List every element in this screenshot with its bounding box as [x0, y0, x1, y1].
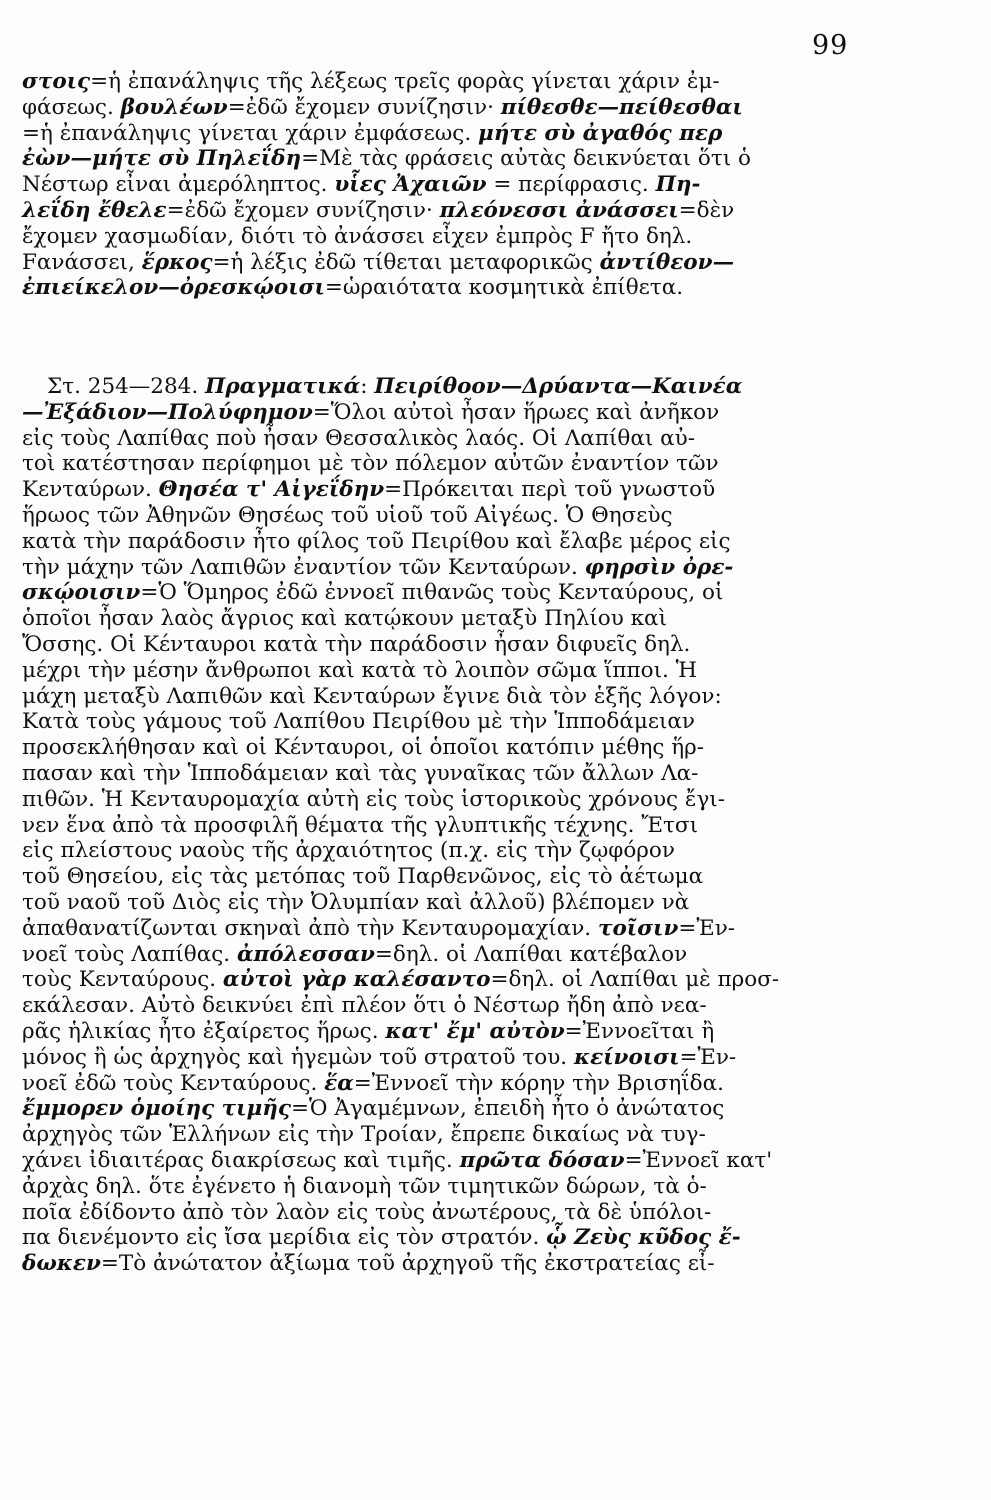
text-run: νοεῖ ἐδῶ τοὺς Κενταύρους.: [22, 1070, 325, 1096]
lemma-term: Θησέα τ' Αἰγεΐδην: [158, 477, 385, 503]
text-run: πα διενέμοντο εἰς ἴσα μερίδια εἰς τὸν στρατόν.: [22, 1225, 547, 1251]
text-run: τοῦ ναοῦ τοῦ Διὸς εἰς τὴν Ὀλυμπίαν καὶ ἀλλοῦ) βλέπομεν νὰ: [22, 889, 690, 915]
lemma-term: Πη-: [655, 172, 701, 198]
text-line: [22, 735, 862, 761]
text-line: [22, 1251, 862, 1277]
text-run: =ἡ ἐπανάληψις γίνεται χάριν ἐμφάσεως.: [22, 120, 479, 146]
lemma-term: ᾧ Ζεὺς κῦδος ἔ-: [546, 1225, 741, 1251]
lemma-term: λεΐδη ἔθελε: [22, 197, 167, 223]
text-run: =Ἐν-: [679, 1044, 737, 1070]
text-run: Ὄσσης. Οἱ Κένταυροι κατὰ τὴν παράδοσιν ἦσαν διφυεῖς δηλ.: [22, 631, 691, 657]
text-run: ρᾶς ἡλικίας ἦτο ἐξαίρετος ἥρως.: [22, 1018, 386, 1044]
text-run: τοὶ κατέστησαν περίφημοι μὲ τὸν πόλεμον αὐτῶν ἐναντίον τῶν: [22, 451, 719, 477]
text-run: =Ἐννοεῖται ἢ: [564, 1018, 715, 1044]
text-line: [22, 813, 862, 839]
lemma-term: τοῖσιν: [597, 915, 679, 941]
text-run: μέχρι τὴν μέσην ἄνθρωποι καὶ κατὰ τὸ λοιπὸν σῶμα ἵπποι. Ἡ: [22, 657, 698, 683]
text-run: =Μὲ τὰς φράσεις αὐτὰς δεικνύεται ὅτι ὁ: [301, 146, 751, 172]
lemma-term: ἐπιείκελον—ὀρεσκῴοισι: [22, 275, 325, 301]
text-run: ἥρωος τῶν Ἀθηνῶν Θησέως τοῦ υἱοῦ τοῦ Αἰγέως. Ὁ Θησεὺς: [22, 502, 673, 528]
text-line: [22, 451, 862, 477]
commentary-paragraph-1: [22, 69, 862, 301]
text-line: [22, 146, 862, 172]
lemma-term: υἷες Ἀχαιῶν: [334, 172, 487, 198]
text-line: [22, 374, 862, 400]
text-line: [22, 606, 862, 632]
lemma-term: ἕρκος: [141, 249, 213, 275]
lemma-term: —Ἐξάδιον—Πολύφημον: [22, 399, 313, 425]
text-line: [22, 632, 862, 658]
lemma-term: κείνοισι: [573, 1044, 680, 1070]
text-run: =ὡραιότατα κοσμητικὰ ἐπίθετα.: [324, 275, 684, 301]
text-line: [22, 224, 862, 250]
text-run: τὴν μάχην τῶν Λαπιθῶν ἐναντίον τῶν Κενταύρων.: [22, 554, 585, 580]
text-run: Στ. 254—284.: [47, 374, 206, 399]
text-line: [22, 1019, 862, 1045]
lemma-term: βουλέων: [120, 94, 228, 120]
lemma-term: στοις: [22, 69, 91, 94]
page-number: 99: [812, 30, 849, 61]
text-line: [22, 890, 862, 916]
text-line: [22, 1174, 862, 1200]
text-line: [22, 95, 862, 121]
text-run: εἰς τοὺς Λαπίθας ποὺ ἦσαν Θεσσαλικὸς λαός. Οἱ Λαπίθαι αὐ-: [22, 425, 695, 451]
text-run: :: [360, 374, 375, 399]
text-run: πασαν καὶ τὴν Ἱπποδάμειαν καὶ τὰς γυναῖκας τῶν ἄλλων Λα-: [22, 760, 699, 786]
text-run: =Τὸ ἀνώτατον ἀξίωμα τοῦ ἀρχηγοῦ τῆς ἐκστρατείας εἶ-: [100, 1251, 715, 1277]
text-line: [22, 400, 862, 426]
text-run: Κατὰ τοὺς γάμους τοῦ Λαπίθου Πειρίθου μὲ τὴν Ἱπποδάμειαν: [22, 709, 695, 735]
text-line: [22, 916, 862, 942]
lemma-term: πλεόνεσσι ἀνάσσει: [439, 197, 679, 223]
lemma-term: ἐὼν—μήτε σὺ Πηλεΐδη: [22, 146, 302, 172]
lemma-term: Πειρίθοον—Δρύαντα—Καινέα: [374, 374, 743, 399]
text-run: νεν ἕνα ἀπὸ τὰ προσφιλῆ θέματα τῆς γλυπτικῆς τέχνης. Ἔτσι: [22, 812, 699, 838]
text-line: [22, 426, 862, 452]
text-run: =δηλ. οἱ Λαπίθαι κατέβαλον: [374, 941, 688, 967]
lemma-term: φηρσὶν ὀρε-: [584, 554, 734, 580]
text-line: [22, 580, 862, 606]
text-run: ἀρχηγὸς τῶν Ἑλλήνων εἰς τὴν Τροίαν, ἔπρεπε δικαίως νὰ τυγ-: [22, 1122, 706, 1148]
text-run: ὁποῖοι ἦσαν λαὸς ἄγριος καὶ κατῴκουν μεταξὺ Πηλίου καὶ: [22, 606, 668, 632]
text-run: =ἐδῶ ἔχομεν συνίζησιν·: [227, 94, 501, 120]
text-run: =ἐδῶ ἔχομεν συνίζησιν·: [166, 197, 440, 223]
lemma-term: κατ' ἔμ' αὐτὸν: [385, 1018, 565, 1044]
text-run: ἀπαθανατίζωνται σκηναὶ ἀπὸ τὴν Κενταυρομαχίαν.: [22, 915, 598, 941]
text-run: ἔχομεν χασμωδίαν, διότι τὸ ἀνάσσει εἶχεν ἐμπρὸς F ἤτο δηλ.: [22, 223, 693, 249]
text-line: [22, 1096, 862, 1122]
text-run: κατὰ τὴν παράδοσιν ἦτο φίλος τοῦ Πειρίθου καὶ ἔλαβε μέρος εἰς: [22, 528, 731, 554]
text-line: [22, 503, 862, 529]
text-run: φάσεως.: [22, 94, 121, 120]
text-run: νοεῖ τοὺς Λαπίθας.: [22, 941, 237, 967]
lemma-term: αὐτοὶ γὰρ καλέσαντο: [222, 967, 491, 993]
text-line: [22, 1122, 862, 1148]
lemma-term: δωκεν: [22, 1251, 101, 1277]
text-line: [22, 198, 862, 224]
text-line: [22, 555, 862, 581]
commentary-paragraph-2: [22, 374, 862, 1277]
lemma-term: πρῶτα δόσαν: [459, 1147, 625, 1173]
text-line: [22, 942, 862, 968]
lemma-term: πίθεσθε—πείθεσθαι: [500, 94, 743, 120]
text-run: = περίφρασις.: [486, 172, 656, 198]
text-run: =ἡ λέξις ἐδῶ τίθεται μεταφορικῶς: [212, 249, 600, 275]
lemma-term: ἔμμορεν ὁμοίης τιμῆς: [22, 1096, 292, 1122]
text-line: [22, 1045, 862, 1071]
text-line: [22, 761, 862, 787]
lemma-term: σκῴοισιν: [22, 580, 141, 606]
text-line: [22, 529, 862, 555]
text-run: τοὺς Κενταύρους.: [22, 967, 223, 993]
text-line: [22, 684, 862, 710]
lemma-term: Πραγματικά: [205, 374, 361, 399]
lemma-term: ἀντίθεον—: [599, 249, 735, 275]
text-line: [22, 172, 862, 198]
lemma-term: ἕα: [324, 1070, 354, 1096]
text-run: εἰς πλείστους ναοὺς τῆς ἀρχαιότητος (π.χ. εἰς τὴν ζῳφόρον: [22, 838, 675, 864]
text-line: [22, 1225, 862, 1251]
text-run: =Ὁ Ὅμηρος ἐδῶ ἐννοεῖ πιθανῶς τοὺς Κενταύρους, οἱ: [140, 580, 724, 606]
text-run: εκάλεσαν. Αὐτὸ δεικνύει ἐπὶ πλέον ὅτι ὁ Νέστωρ ἤδη ἀπὸ νεα-: [22, 993, 707, 1019]
text-run: =Πρόκειται περὶ τοῦ γνωστοῦ: [384, 477, 716, 503]
text-run: Fανάσσει,: [22, 249, 142, 275]
text-line: [22, 477, 862, 503]
text-run: χάνει ἰδιαιτέρας διακρίσεως καὶ τιμῆς.: [22, 1147, 460, 1173]
lemma-term: μήτε σὺ ἀγαθός περ: [478, 120, 723, 146]
text-run: μόνος ἢ ὡς ἀρχηγὸς καὶ ἡγεμὼν τοῦ στρατοῦ του.: [22, 1044, 574, 1070]
text-run: ποῖα ἐδίδοντο ἀπὸ τὸν λαὸν εἰς τοὺς ἀνωτέρους, τὰ δὲ ὑπόλοι-: [22, 1199, 712, 1225]
text-line: [22, 993, 862, 1019]
text-run: =δηλ. οἱ Λαπίθαι μὲ προσ-: [490, 967, 780, 993]
text-run: =Ἐν-: [678, 915, 736, 941]
text-line: [22, 787, 862, 813]
text-line: [22, 967, 862, 993]
text-run: Κενταύρων.: [22, 477, 159, 503]
text-line: [22, 1071, 862, 1097]
text-run: προσεκλήθησαν καὶ οἱ Κένταυροι, οἱ ὁποῖοι κατόπιν μέθης ἥρ-: [22, 735, 704, 761]
text-run: =Ἐννοεῖ κατ': [624, 1147, 773, 1173]
text-run: Νέστωρ εἶναι ἀμερόληπτος.: [22, 172, 335, 198]
text-run: μάχη μεταξὺ Λαπιθῶν καὶ Κενταύρων ἔγινε διὰ τὸν ἑξῆς λόγον:: [22, 683, 722, 709]
text-run: τοῦ Θησείου, εἰς τὰς μετόπας τοῦ Παρθενῶνος, εἰς τὸ ἀέτωμα: [22, 864, 704, 890]
text-run: =Ἐννοεῖ τὴν κόρην τὴν Βρισηΐδα.: [353, 1070, 724, 1096]
lemma-term: ἀπόλεσσαν: [236, 941, 375, 967]
text-line: [22, 658, 862, 684]
text-run: =Ὅλοι αὐτοὶ ἦσαν ἥρωες καὶ ἀνῆκον: [312, 399, 720, 425]
text-line: [22, 250, 862, 276]
text-run: ἀρχὰς δηλ. ὅτε ἐγένετο ἡ διανομὴ τῶν τιμητικῶν δώρων, τὰ ὁ-: [22, 1173, 707, 1199]
text-line: [22, 121, 862, 147]
text-line: [22, 69, 862, 95]
text-line: [22, 864, 862, 890]
text-line: [22, 275, 862, 301]
text-run: =Ὁ Ἀγαμέμνων, ἐπειδὴ ἦτο ὁ ἀνώτατος: [291, 1096, 725, 1122]
text-run: =δὲν: [678, 197, 735, 223]
text-line: [22, 838, 862, 864]
text-run: =ἡ ἐπανάληψις τῆς λέξεως τρεῖς φορὰς γίνεται χάριν ἐμ-: [90, 69, 720, 94]
text-line: [22, 709, 862, 735]
text-run: πιθῶν. Ἡ Κενταυρομαχία αὐτὴ εἰς τοὺς ἱστορικοὺς χρόνους ἔγι-: [22, 786, 726, 812]
text-line: [22, 1148, 862, 1174]
text-line: [22, 1200, 862, 1226]
